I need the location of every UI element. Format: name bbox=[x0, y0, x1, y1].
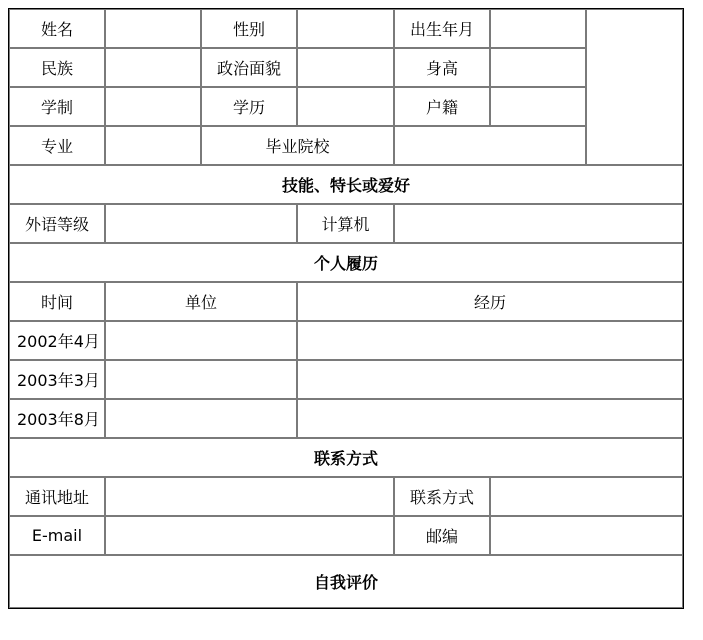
row-major bbox=[9, 126, 683, 165]
row-contact-header bbox=[9, 438, 683, 477]
history-experience[interactable] bbox=[297, 321, 683, 360]
email-field[interactable] bbox=[105, 516, 394, 555]
skills-section-title: 技能、特长或爱好 bbox=[9, 165, 683, 204]
history-row bbox=[9, 399, 683, 438]
major-field[interactable] bbox=[105, 126, 201, 165]
history-experience[interactable] bbox=[297, 399, 683, 438]
row-schooling bbox=[9, 87, 683, 126]
email-label: E-mail bbox=[9, 516, 105, 555]
birth-field[interactable] bbox=[490, 9, 586, 48]
postcode-label: 邮编 bbox=[394, 516, 490, 555]
row-ethnicity bbox=[9, 48, 683, 87]
experience-header: 经历 bbox=[297, 282, 683, 321]
row-self-eval-header bbox=[9, 555, 683, 608]
birth-label: 出生年月 bbox=[394, 9, 490, 48]
major-label: 专业 bbox=[9, 126, 105, 165]
row-name bbox=[9, 9, 683, 48]
schooling-label: 学制 bbox=[9, 87, 105, 126]
unit-header: 单位 bbox=[105, 282, 297, 321]
history-time: 2003年3月 bbox=[9, 360, 105, 399]
history-time: 2003年8月 bbox=[9, 399, 105, 438]
name-label: 姓名 bbox=[9, 9, 105, 48]
row-resume-columns bbox=[9, 282, 683, 321]
history-time: 2002年4月 bbox=[9, 321, 105, 360]
education-label: 学历 bbox=[201, 87, 297, 126]
gender-label: 性别 bbox=[201, 9, 297, 48]
ethnicity-field[interactable] bbox=[105, 48, 201, 87]
resume-section-title: 个人履历 bbox=[9, 243, 683, 282]
history-row bbox=[9, 360, 683, 399]
history-unit[interactable] bbox=[105, 360, 297, 399]
height-field[interactable] bbox=[490, 48, 586, 87]
postcode-field[interactable] bbox=[490, 516, 683, 555]
school-label: 毕业院校 bbox=[201, 126, 394, 165]
political-label: 政治面貌 bbox=[201, 48, 297, 87]
hukou-label: 户籍 bbox=[394, 87, 490, 126]
history-row bbox=[9, 321, 683, 360]
computer-label: 计算机 bbox=[297, 204, 394, 243]
row-resume-header bbox=[9, 243, 683, 282]
name-field[interactable] bbox=[105, 9, 201, 48]
contact-label: 联系方式 bbox=[394, 477, 490, 516]
row-skills bbox=[9, 204, 683, 243]
contact-section-title: 联系方式 bbox=[9, 438, 683, 477]
hukou-field[interactable] bbox=[490, 87, 586, 126]
schooling-field[interactable] bbox=[105, 87, 201, 126]
gender-field[interactable] bbox=[297, 9, 394, 48]
photo-area[interactable] bbox=[586, 9, 683, 165]
contact-field[interactable] bbox=[490, 477, 683, 516]
computer-field[interactable] bbox=[394, 204, 683, 243]
self-eval-section-title: 自我评价 bbox=[9, 555, 683, 608]
time-header: 时间 bbox=[9, 282, 105, 321]
history-unit[interactable] bbox=[105, 321, 297, 360]
history-unit[interactable] bbox=[105, 399, 297, 438]
row-skills-header bbox=[9, 165, 683, 204]
resume-form-table bbox=[8, 8, 684, 609]
address-label: 通讯地址 bbox=[9, 477, 105, 516]
row-email bbox=[9, 516, 683, 555]
ethnicity-label: 民族 bbox=[9, 48, 105, 87]
foreign-lang-field[interactable] bbox=[105, 204, 297, 243]
education-field[interactable] bbox=[297, 87, 394, 126]
school-field[interactable] bbox=[394, 126, 586, 165]
foreign-lang-label: 外语等级 bbox=[9, 204, 105, 243]
political-field[interactable] bbox=[297, 48, 394, 87]
height-label: 身高 bbox=[394, 48, 490, 87]
address-field[interactable] bbox=[105, 477, 394, 516]
history-experience[interactable] bbox=[297, 360, 683, 399]
row-address bbox=[9, 477, 683, 516]
